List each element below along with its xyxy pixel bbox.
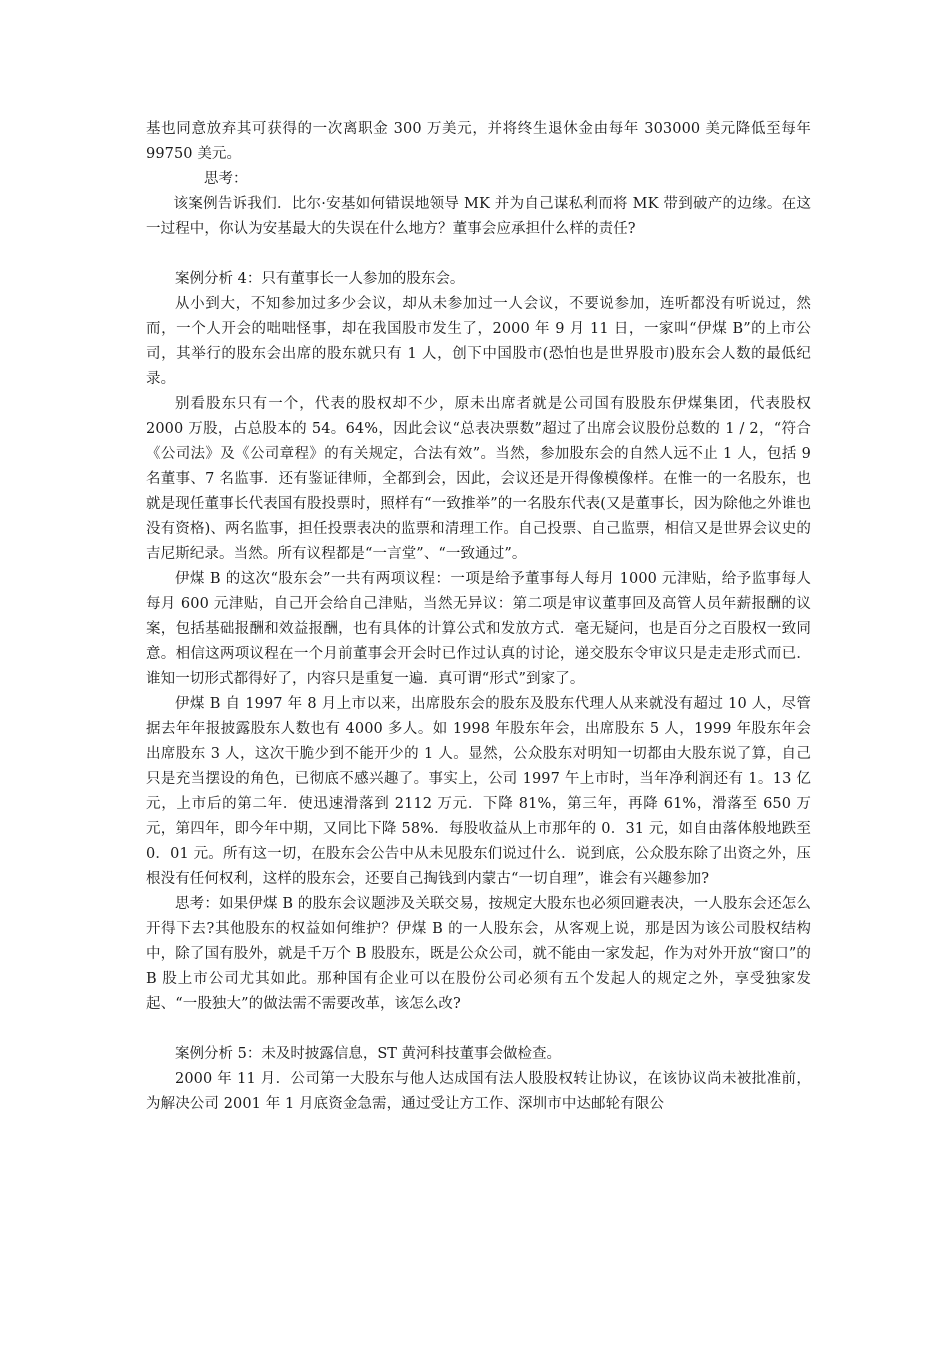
case4-think-paragraph: 思考：如果伊煤 B 的股东会议题涉及关联交易，按规定大股东也必须回避表决，一人股东会还怎么开得下去?其他股东的权益如何维护？伊煤 B 的一人股东会，从客观上说，那是因为该公司股权结构中，除了国有股外，就是千万个 B 股股东，既是公众公司，就不能由一家发起，作为对外开放“窗口”的 B 股上市公司尤其如此。那种国有企业可以在股份公司必须有五个发起人的规定之外，享受独家发起、“一股独大”的做法需不需要改革，该怎么改? [146, 896, 811, 1012]
document-page [146, 117, 811, 1117]
case4-paragraph-1: 从小到大，不知参加过多少会议，却从未参加过一人会议，不要说参加，连听都没有听说过，然而，一个人开会的咄咄怪事，却在我国股市发生了，2000 年 9 月 11 日，一家叫“伊煤 B”的上市公司，其举行的股东会出席的股东就只有 1 人，创下中国股市(恐怕也是世界股市)股东会人数的最低纪录。 [146, 296, 811, 387]
case5-paragraph-1: 2000 年 11 月．公司第一大股东与他人达成国有法人股股权转让协议，在该协议尚未被批准前，为解决公司 2001 年 1 月底资金急需，通过受让方工作、深圳市中达邮轮有限公 [146, 1071, 811, 1112]
case4-paragraph-2: 别看股东只有一个，代表的股权却不少，原未出席者就是公司国有股股东伊煤集团，代表股权 2000 万股，占总股本的 54。64%，因此会议“总表决票数”超过了出席会议股份总数的 1 / 2，“符合《公司法》及《公司章程》的有关规定，合法有效”。当然，参加股东会的自然人远不止 1 人，包括 9 名董事、7 名监事．还有鉴证律师，全都到会，因此，会议还是开得像模像样。在惟一的一名股东，也就是现任董事长代表国有股投票时，照样有“一致推举”的一名股东代表(又是董事长，因为除他之外谁也没有资格)、两名监事，担任投票表决的监票和清理工作。自己投票、自己监票，相信又是世界会议史的吉尼斯纪录。当然。所有议程都是“一言堂”、“一致通过”。 [146, 396, 811, 562]
case5-heading: 案例分析 5：未及时披露信息，ST 黄河科技董事会做检查。 [175, 1046, 562, 1062]
paragraph-continuation: 基也同意放弃其可获得的一次离职金 300 万美元，并将终生退休金由每年 303000 美元降低至每年 99750 美元。 [146, 121, 811, 162]
section-gap [146, 1017, 811, 1042]
case4-heading: 案例分析 4：只有董事长一人参加的股东会。 [175, 271, 465, 287]
think-label: 思考： [204, 171, 248, 187]
paragraph-case3-question: 该案例告诉我们．比尔·安基如何错误地领导 MK 并为自己谋私利而将 MK 带到破产的边缘。在这一过程中，你认为安基最大的失误在什么地方？董事会应承担什么样的责任? [146, 196, 811, 237]
section-gap [146, 242, 811, 267]
case4-paragraph-3: 伊煤 B 的这次“股东会”一共有两项议程：一项是给予董事每人每月 1000 元津贴，给予监事每人每月 600 元津贴，自己开会给自己津贴，当然无异议：第二项是审议董事回及高管人员年薪报酬的议案，包括基础报酬和效益报酬，也有具体的计算公式和发放方式．毫无疑问，也是百分之百股权一致同意。相信这两项议程在一个月前董事会开会时已作过认真的讨论，递交股东令审议只是走走形式而已．谁知一切形式都得好了，内容只是重复一遍．真可谓“形式”到家了。 [146, 571, 811, 687]
case4-paragraph-4: 伊煤 B 自 1997 年 8 月上市以来，出席股东会的股东及股东代理人从来就没有超过 10 人，尽管据去年年报披露股东人数也有 4000 多人。如 1998 年股东年会，出席股东 5 人，1999 年股东年会出席股东 3 人，这次干脆少到不能开少的 1 人。显然，公众股东对明知一切都由大股东说了算，自己只是充当摆设的角色，已彻底不感兴趣了。事实上，公司 1997 午上市时，当年净利润还有 1。13 亿元，上市后的第二年．使迅速滑落到 2112 万元．下降 81%，第三年，再降 61%，滑落至 650 万元，第四年，即今年中期，又同比下降 58%．每股收益从上市那年的 0．31 元，如自由落体般地跌至 0．01 元。所有这一切，在股东会公告中从未见股东们说过什么．说到底，公众股东除了出资之外，压根没有任何权利，这样的股东会，还要自己掏钱到内蒙古“一切自理”，谁会有兴趣参加? [146, 696, 811, 887]
